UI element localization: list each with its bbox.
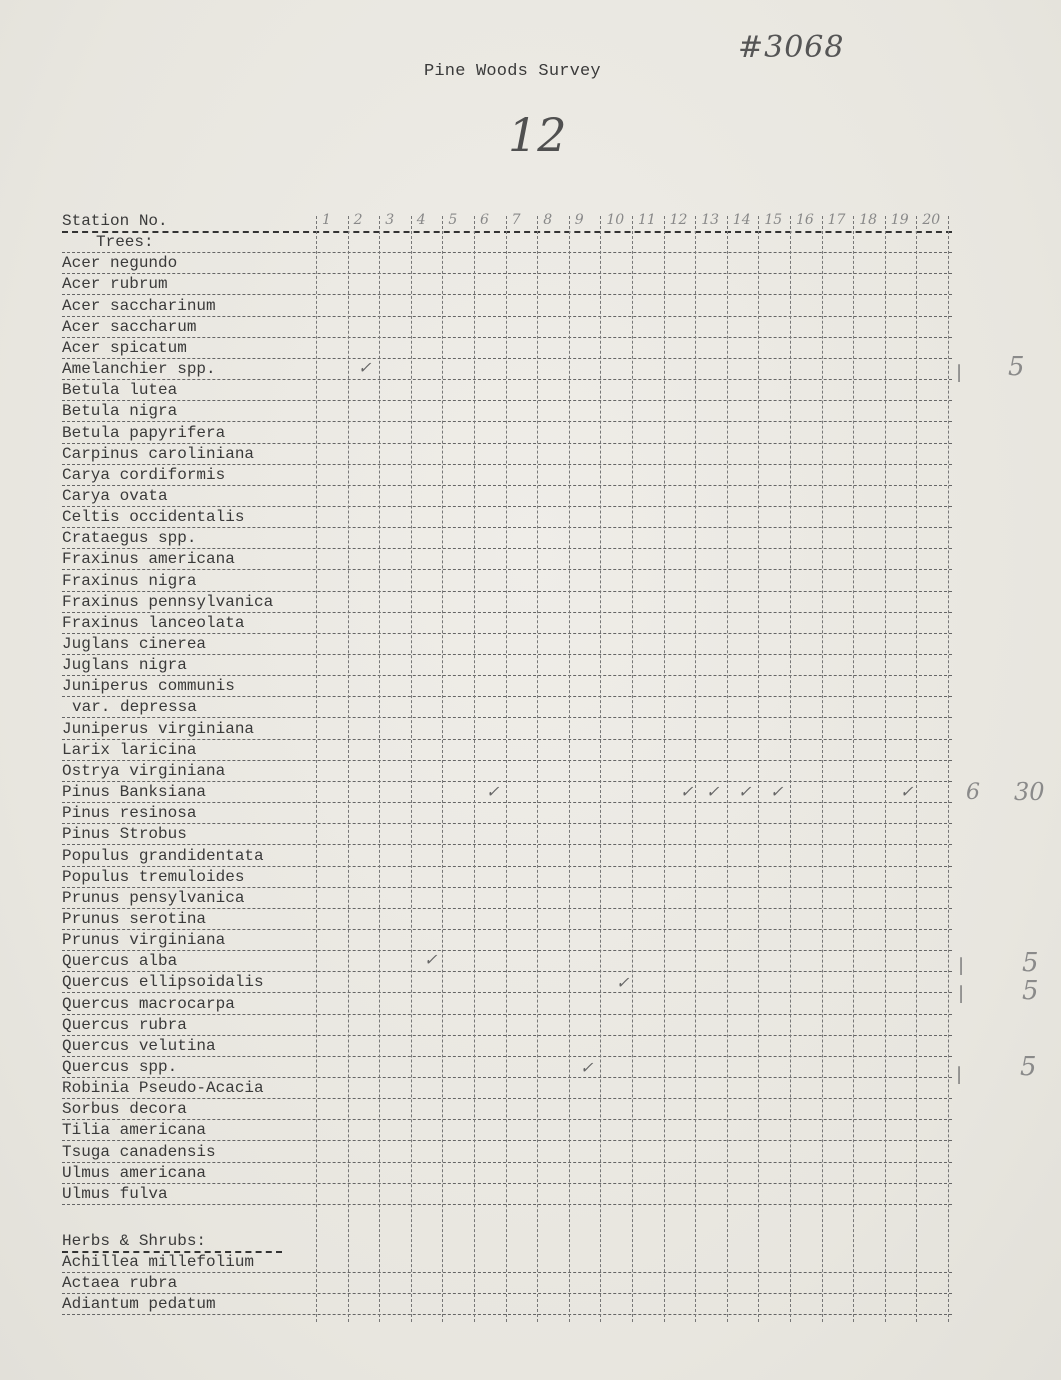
species-name: Prunus pensylvanica — [62, 888, 245, 907]
check-quercus-ellipsoidalis-col9: ✓ — [616, 973, 630, 992]
species-name: Prunus virginiana — [62, 931, 226, 950]
species-name: Pinus resinosa — [62, 804, 197, 823]
table-row — [62, 1143, 216, 1164]
row-rule — [62, 1162, 952, 1163]
species-name: Adiantum pedatum — [62, 1295, 216, 1314]
margin-note-amelanchier: 5 — [1008, 352, 1025, 382]
row-rule — [62, 1098, 952, 1099]
row-rule — [62, 591, 952, 592]
row-rule — [62, 781, 952, 782]
species-name: Quercus alba — [62, 952, 178, 971]
station-number: 20 — [922, 212, 941, 228]
row-rule — [62, 1056, 952, 1057]
table-row — [62, 487, 168, 508]
row-rule — [62, 675, 952, 676]
tally-quercus-alba: | — [958, 955, 965, 976]
species-name: Quercus velutina — [62, 1036, 216, 1055]
table-row — [62, 889, 244, 910]
station-column-line — [790, 216, 791, 1322]
table-row — [62, 550, 235, 571]
station-number: 16 — [796, 212, 814, 228]
table-row — [62, 762, 225, 783]
species-name: Carpinus caroliniana — [62, 444, 255, 463]
herbs-heading: Herbs & Shrubs: — [62, 1232, 207, 1250]
species-name: Quercus ellipsoidalis — [62, 973, 264, 992]
table-row — [62, 466, 225, 487]
species-name: Amelanchier spp. — [62, 360, 216, 379]
table-row — [62, 593, 273, 614]
table-row — [62, 572, 196, 593]
species-name: Juglans cinerea — [62, 635, 207, 653]
station-number: 3 — [385, 212, 395, 228]
table-row — [62, 529, 196, 550]
station-number: 12 — [669, 212, 688, 228]
table-row — [62, 635, 206, 656]
station-column-line — [411, 216, 412, 1322]
species-name: Quercus rubra — [62, 1015, 187, 1034]
species-name: Ulmus americana — [62, 1163, 207, 1182]
row-rule — [62, 379, 952, 380]
table-row — [62, 825, 187, 846]
row-rule — [62, 294, 952, 295]
row-rule — [62, 760, 952, 761]
table-row — [62, 1253, 254, 1274]
station-column-line — [727, 216, 728, 1322]
table-row — [62, 973, 264, 994]
table-row — [62, 741, 196, 762]
species-name: Quercus macrocarpa — [62, 994, 235, 1013]
document-number: #3068 — [738, 30, 845, 65]
table-row — [62, 1274, 177, 1295]
row-rule — [62, 823, 952, 824]
station-number: 7 — [511, 212, 521, 228]
station-column-line — [695, 216, 696, 1322]
row-rule — [62, 252, 952, 253]
table-row — [62, 1100, 187, 1121]
tally-amelanchier: | — [956, 362, 963, 383]
row-rule — [62, 612, 952, 613]
species-name: Acer negundo — [62, 254, 178, 273]
species-name: Betula nigra — [62, 402, 178, 421]
check-pinus-col12: ✓ — [706, 782, 720, 801]
check-pinus-col13: ✓ — [738, 782, 752, 801]
station-column-line — [664, 216, 665, 1322]
station-column-line — [853, 216, 854, 1322]
species-name: Quercus spp. — [62, 1058, 178, 1076]
station-number: 17 — [827, 212, 846, 228]
header-rule — [62, 231, 952, 233]
table-row — [62, 318, 196, 339]
row-rule — [62, 1035, 952, 1036]
row-rule — [62, 337, 952, 338]
species-name: Ulmus fulva — [62, 1184, 168, 1203]
page-number: 12 — [508, 108, 567, 162]
row-rule — [62, 1314, 952, 1315]
margin-note-quercus-ellipsoidalis: 5 — [1022, 976, 1039, 1006]
table-row — [62, 614, 244, 635]
station-number: 9 — [574, 212, 584, 228]
table-row — [62, 783, 206, 804]
species-name: Prunus serotina — [62, 909, 207, 928]
table-row — [62, 1079, 264, 1100]
row-rule — [62, 273, 952, 274]
species-name: var. depressa — [72, 698, 197, 717]
species-name: Populus grandidentata — [62, 846, 264, 865]
table-row — [62, 656, 187, 677]
station-column-line — [442, 216, 443, 1322]
station-column-line — [758, 216, 759, 1322]
station-column-line — [916, 216, 917, 1322]
species-name: Acer spicatum — [62, 338, 187, 357]
row-rule — [62, 717, 952, 718]
table-row — [62, 698, 197, 719]
row-rule — [62, 358, 952, 359]
table-row — [62, 1058, 177, 1079]
species-name: Crataegus spp. — [62, 529, 197, 548]
table-row — [62, 677, 235, 698]
species-name: Fraxinus nigra — [62, 571, 197, 590]
row-rule — [62, 527, 952, 528]
species-name: Juniperus communis — [62, 677, 235, 696]
species-name: Tsuga canadensis — [62, 1142, 216, 1161]
row-rule — [62, 316, 952, 317]
species-name: Pinus Strobus — [62, 825, 187, 844]
species-name: Ostrya virginiana — [62, 761, 226, 780]
species-name: Populus tremuloides — [62, 867, 245, 886]
table-row — [62, 910, 206, 931]
table-row — [62, 1185, 168, 1206]
row-rule — [62, 654, 952, 655]
document-title: Pine Woods Survey — [424, 62, 601, 81]
station-number: 8 — [543, 212, 553, 228]
row-rule — [62, 1204, 952, 1205]
table-row — [62, 1016, 187, 1037]
station-column-line — [474, 216, 475, 1322]
station-number: 13 — [701, 212, 720, 228]
margin-note-pinus-1: 6 — [966, 780, 980, 805]
check-pinus-col5: ✓ — [486, 782, 500, 801]
species-name: Fraxinus pennsylvanica — [62, 592, 274, 611]
station-column-line — [569, 216, 570, 1322]
row-rule — [62, 887, 952, 888]
row-rule — [62, 1272, 952, 1273]
station-number: 18 — [859, 212, 878, 228]
check-pinus-col18: ✓ — [900, 782, 914, 801]
row-rule — [62, 443, 952, 444]
species-name: Acer saccharinum — [62, 296, 216, 315]
table-row — [62, 424, 225, 445]
row-rule — [62, 464, 952, 465]
station-label: Station No. — [62, 212, 168, 230]
tally-quercus-ellipsoidalis: | — [958, 983, 965, 1004]
table-row — [62, 445, 254, 466]
species-name: Actaea rubra — [62, 1274, 178, 1293]
station-number: 15 — [764, 212, 783, 228]
station-column-line — [600, 216, 601, 1322]
species-name: Sorbus decora — [62, 1100, 187, 1119]
row-rule — [62, 569, 952, 570]
table-row — [62, 297, 216, 318]
row-rule — [62, 908, 952, 909]
margin-note-pinus-2: 30 — [1014, 778, 1045, 806]
station-column-line — [506, 216, 507, 1322]
station-number: 2 — [353, 212, 363, 228]
table-row — [62, 339, 187, 360]
station-number: 14 — [732, 212, 751, 228]
row-rule — [62, 485, 952, 486]
table-row — [62, 360, 216, 381]
table-row — [62, 868, 244, 889]
species-name: Juglans nigra — [62, 656, 187, 675]
check-amelanchier-col1: ✓ — [358, 358, 372, 377]
station-number: 5 — [448, 212, 458, 228]
table-row — [62, 508, 244, 529]
check-quercus-spp-col8: ✓ — [580, 1058, 594, 1077]
table-row — [62, 275, 168, 296]
species-name: Celtis occidentalis — [62, 508, 245, 527]
row-rule — [62, 633, 952, 634]
row-rule — [62, 1140, 952, 1141]
row-rule — [62, 866, 952, 867]
station-number: 4 — [416, 212, 426, 228]
species-name: Carya cordiformis — [62, 465, 226, 484]
check-quercus-alba-col3: ✓ — [424, 950, 438, 969]
species-name: Tilia americana — [62, 1121, 207, 1140]
table-row — [62, 952, 177, 973]
check-pinus-col14: ✓ — [770, 782, 784, 801]
row-rule — [62, 992, 952, 993]
station-header-row — [62, 212, 168, 233]
species-name: Fraxinus lanceolata — [62, 613, 245, 632]
station-number: 6 — [480, 212, 489, 228]
species-name: Carya ovata — [62, 486, 168, 505]
tally-quercus-spp: | — [956, 1064, 963, 1085]
station-column-line — [537, 216, 538, 1322]
station-number: 10 — [606, 212, 625, 228]
table-row — [62, 931, 225, 952]
table-row — [62, 1164, 206, 1185]
species-name: Achillea millefolium — [62, 1253, 255, 1272]
station-column-line — [632, 216, 633, 1322]
table-row — [62, 1037, 216, 1058]
species-name: Betula lutea — [62, 381, 178, 400]
check-pinus-col11: ✓ — [680, 782, 694, 801]
station-column-line — [822, 216, 823, 1322]
table-row — [62, 995, 235, 1016]
table-row — [62, 1121, 206, 1142]
species-name: Larix laricina — [62, 740, 197, 759]
species-name: Juniperus virginiana — [62, 719, 255, 738]
trees-heading: Trees: — [96, 233, 154, 252]
row-rule — [62, 929, 952, 930]
table-row — [62, 720, 254, 741]
station-number: 19 — [890, 212, 909, 228]
table-row — [62, 847, 264, 868]
row-rule — [62, 1077, 952, 1078]
station-column-line — [948, 216, 949, 1322]
margin-note-quercus-spp: 5 — [1020, 1052, 1037, 1082]
row-rule — [62, 950, 952, 951]
station-number: 1 — [322, 212, 331, 228]
table-row — [62, 381, 177, 402]
station-column-line — [885, 216, 886, 1322]
row-rule — [62, 1014, 952, 1015]
margin-note-quercus-alba: 5 — [1022, 948, 1039, 978]
station-column-line — [316, 216, 317, 1322]
station-column-line — [379, 216, 380, 1322]
row-rule — [62, 802, 952, 803]
table-row — [62, 1295, 216, 1316]
table-row — [62, 804, 196, 825]
table-row — [62, 254, 177, 275]
station-column-line — [348, 216, 349, 1322]
species-name: Fraxinus americana — [62, 550, 235, 569]
species-name: Pinus Banksiana — [62, 783, 207, 802]
row-rule — [62, 739, 952, 740]
station-number: 11 — [638, 212, 656, 228]
row-rule — [62, 400, 952, 401]
table-row — [62, 402, 177, 423]
species-name: Betula papyrifera — [62, 423, 226, 442]
species-name: Acer rubrum — [62, 275, 168, 294]
row-rule — [62, 1183, 952, 1184]
species-name: Acer saccharum — [62, 317, 197, 336]
row-rule — [62, 421, 952, 422]
species-name: Robinia Pseudo-Acacia — [62, 1079, 264, 1098]
row-rule — [62, 506, 952, 507]
row-rule — [62, 844, 952, 845]
